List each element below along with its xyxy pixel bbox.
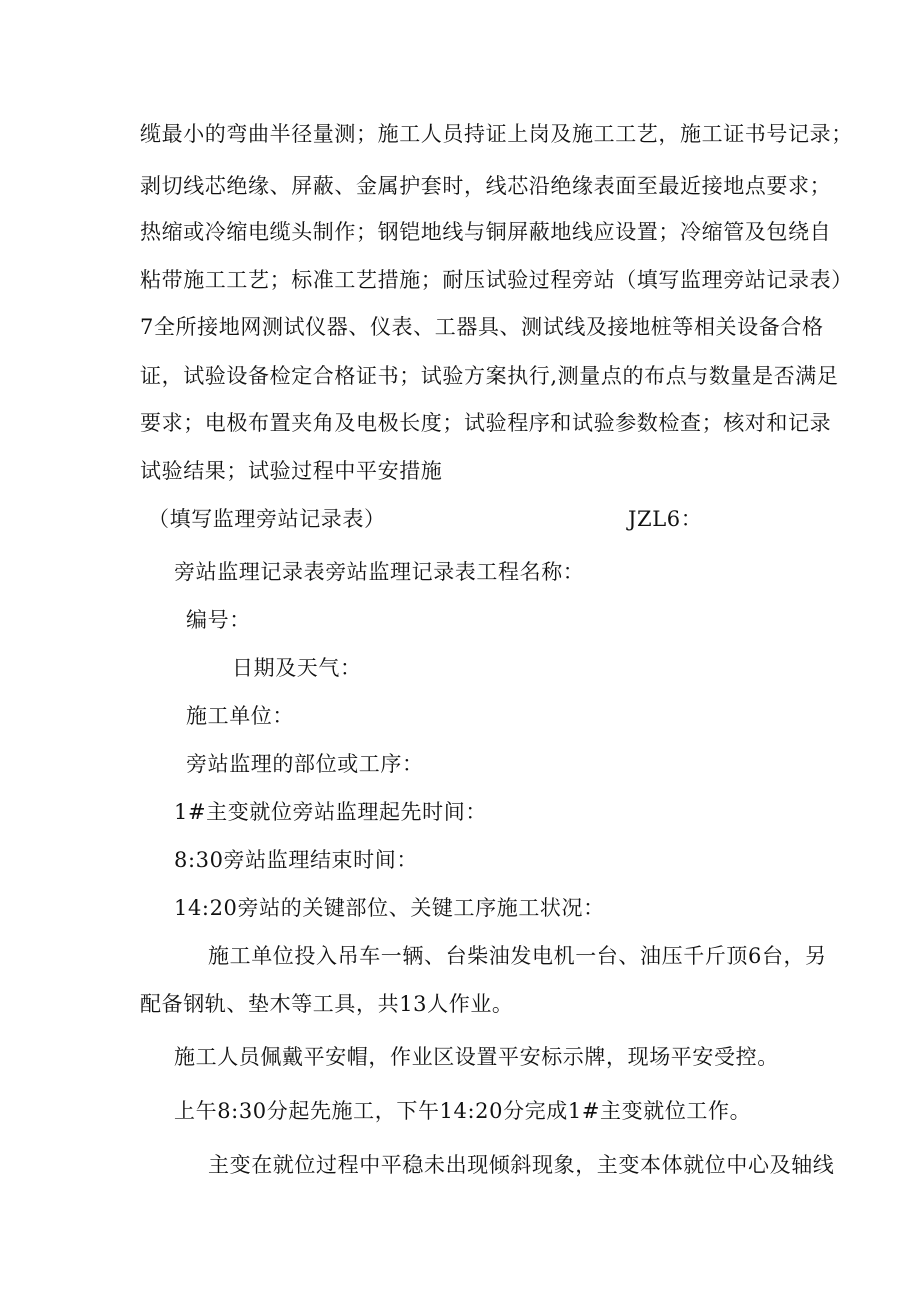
resources-line: 配备钢轨、垫木等工具，共13人作业。 <box>140 992 514 1016</box>
body-text-line: 证，试验设备检定合格证书；试验方案执行,测量点的布点与数量是否满足 <box>140 364 839 388</box>
body-text-line: 要求；电极布置夹角及电极长度；试验程序和试验参数检查；核对和记录 <box>140 411 832 435</box>
date-weather-label: 日期及天气： <box>232 656 362 680</box>
body-text-line: 缆最小的弯曲半径量测；施工人员持证上岗及施工工艺，施工证书号记录； <box>140 122 853 146</box>
body-text-line: 试验结果；试验过程中平安措施 <box>140 459 443 483</box>
key-status-line: 14:20旁站的关键部位、关键工序施工状况： <box>174 896 605 920</box>
body-text-line: 7全所接地网测试仪器、仪表、工器具、测试线及接地桩等相关设备合格 <box>140 315 824 339</box>
start-time-line: 1#主变就位旁站监理起先时间： <box>174 800 487 824</box>
part-process-label: 旁站监理的部位或工序： <box>186 752 424 776</box>
resources-line: 施工单位投入吊车一辆、台柴油发电机一台、油压千斤顶6台，另 <box>208 944 827 968</box>
form-code: JZL6： <box>628 507 703 531</box>
body-text-line: 剥切线芯绝缘、屏蔽、金属护套时，线芯沿绝缘表面至最近接地点要求； <box>140 174 832 198</box>
contractor-label: 施工单位： <box>186 704 294 728</box>
body-text-line: 热缩或冷缩电缆头制作；钢铠地线与铜屏蔽地线应设置；冷缩管及包绕自 <box>140 220 832 244</box>
form-note: （填写监理旁站记录表） <box>148 507 386 531</box>
quality-paragraph: 主变在就位过程中平稳未出现倾斜现象，主变本体就位中心及轴线 <box>208 1153 835 1177</box>
form-title: 旁站监理记录表旁站监理记录表工程名称： <box>174 560 585 584</box>
serial-label: 编号： <box>186 608 251 632</box>
safety-paragraph: 施工人员佩戴平安帽，作业区设置平安标示牌，现场平安受控。 <box>174 1045 779 1069</box>
end-time-line: 8:30旁站监理结束时间： <box>174 848 418 872</box>
schedule-paragraph: 上午8:30分起先施工，下午14:20分完成1#主变就位工作。 <box>174 1099 752 1123</box>
body-text-line: 粘带施工工艺；标准工艺措施；耐压试验过程旁站（填写监理旁站记录表） <box>140 268 853 292</box>
